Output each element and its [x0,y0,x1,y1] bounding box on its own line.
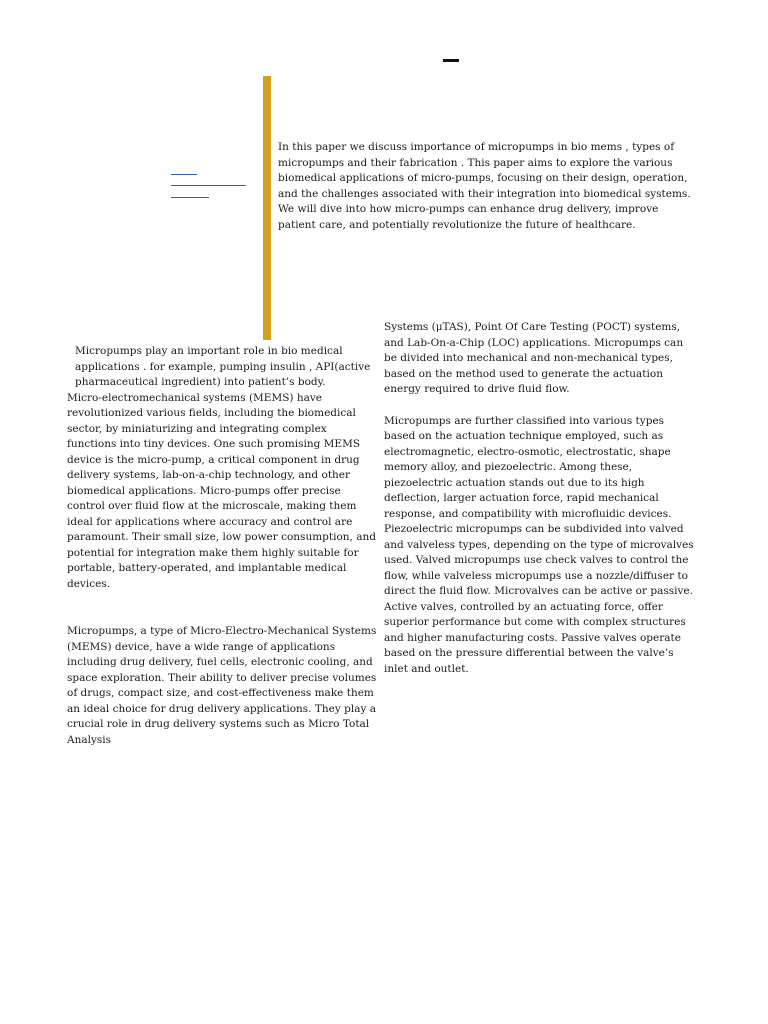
classification-paragraph: Micropumps are further classified into various types based on the actuation technique employed, such as electromagnetic, electro-osmotic, electrostatic, shape memory alloy, and piezoelectric. Among these, piezoelectric actuation stands out due to its high deflection, larger actuation force, rapid mechanical response, and compatibility with microfluidic devices. Piezoelectric micropumps can be subdivided into valved and valveless types, depending on the type of microvalves used. Valved micropumps use check valves to control the flow, while valveless micropumps use a nozzle/diffuser to direct the fluid flow. Microvalves can be active or passive. Active valves, controlled by an actuating force, offer superior performance but come with complex structures and higher manufacturing costs. Passive valves operate based on the pressure differential between the valve’s inlet and outlet. [384,414,694,675]
left-column [67,344,379,748]
paragraph-gap [67,592,379,624]
abstract-text: In this paper we discuss importance of micropumps in bio mems , types of micropumps and their fabrication . This paper aims to explore the various biomedical applications of micro-pumps, focusing on their design, operation, and the challenges associated with their integration into biomedical systems. We will dive into how micro-pumps can enhance drug delivery, improve patient care, and potentially revolutionize the future of healthcare. [278,141,691,231]
link-underline[interactable] [171,185,246,186]
title-dash [443,59,459,62]
systems-paragraph: Systems (μTAS), Point Of Care Testing (POCT) systems, and Lab-On-a-Chip (LOC) applications. Micropumps can be divided into mechanical and non-mechanical types, based on the method used to generate the actuation energy required to drive fluid flow. [384,321,684,395]
applications-paragraph: Micropumps, a type of Micro-Electro-Mechanical Systems (MEMS) device, have a wide range of applications including drug delivery, fuel cells, electronic cooling, and space exploration. Their ability to deliver precise volumes of drugs, compact size, and cost-effectiveness make them an ideal choice for drug delivery applications. They play a crucial role in drug delivery systems such as Micro Total Analysis [67,625,377,746]
link-underline[interactable] [171,197,209,198]
mems-paragraph: Micro-electromechanical systems (MEMS) have revolutionized various fields, including the biomedical sector, by miniaturizing and integrating complex functions into tiny devices. One such promising MEMS device is the micro-pump, a critical component in drug delivery systems, lab-on-a-chip technology, and other biomedical applications. Micro-pumps offer precise control over fluid flow at the microscale, making them ideal for applications where accuracy and control are paramount. Their small size, low power consumption, and potential for integration make them highly suitable for portable, battery-operated, and implantable medical devices. [67,391,376,590]
link-underline[interactable] [171,174,197,175]
intro-paragraph: Micropumps play an important role in bio medical applications . for example, pumping insulin , API(active pharmaceutical ingredient) into patient’s body. [75,345,371,388]
right-column [384,320,698,677]
paragraph-gap [384,398,698,414]
accent-bar [263,76,271,340]
